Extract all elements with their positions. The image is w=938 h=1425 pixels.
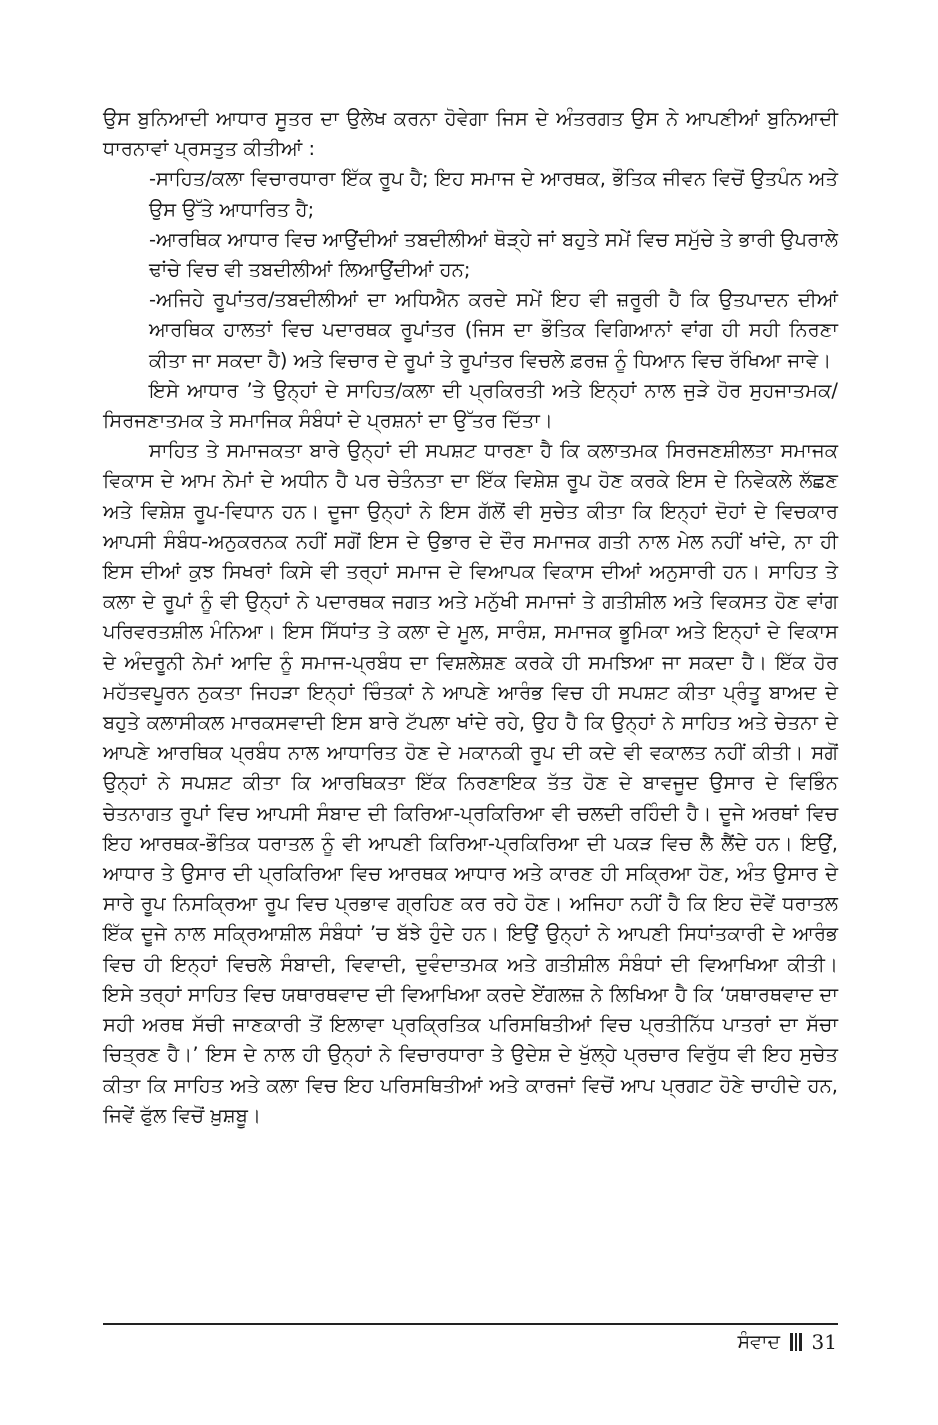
bullet-point-3: -ਅਜਿਹੇ ਰੂਪਾਂਤਰ/ਤਬਦੀਲੀਆਂ ਦਾ ਅਧਿਐਨ ਕਰਦੇ ਸਮੇਂ ਇਹ ਵੀ ਜ਼ਰੂਰੀ ਹੈ ਕਿ ਉਤਪਾਦਨ ਦੀਆਂ ਆਰਥਿਕ ਹਾਲਤਾਂ ਵਿਚ ਪਦਾਰਥਕ ਰੂਪਾਂਤਰ (ਜਿਸ ਦਾ ਭੌਤਿਕ ਵਿਗਿਆਨਾਂ ਵਾਂਗ ਹੀ ਸਹੀ ਨਿਰਣਾ ਕੀਤਾ ਜਾ ਸਕਦਾ ਹੈ) ਅਤੇ ਵਿਚਾਰ ਦੇ ਰੂਪਾਂ ਤੇ ਰੂਪਾਂਤਰ ਵਿਚਲੇ ਫ਼ਰਜ਼ ਨੂੰ ਧਿਆਨ ਵਿਚ ਰੱਖਿਆ ਜਾਵੇ। [149, 288, 838, 372]
paragraph-intro: ਉਸ ਬੁਨਿਆਦੀ ਆਧਾਰ ਸੂਤਰ ਦਾ ਉਲੇਖ ਕਰਨਾ ਹੋਵੇਗਾ ਜਿਸ ਦੇ ਅੰਤਰਗਤ ਉਸ ਨੇ ਆਪਣੀਆਂ ਬੁਨਿਆਦੀ ਧਾਰਨਾਵਾਂ ਪ੍ਰਸਤੁਤ ਕੀਤੀਆਂ : [103, 107, 838, 161]
page-body [103, 104, 838, 1131]
page-number: 31 [811, 1330, 837, 1354]
paragraph-basis: ਇਸੇ ਆਧਾਰ ’ਤੇ ਉਨ੍ਹਾਂ ਦੇ ਸਾਹਿਤ/ਕਲਾ ਦੀ ਪ੍ਰਕਿਰਤੀ ਅਤੇ ਇਨ੍ਹਾਂ ਨਾਲ ਜੁੜੇ ਹੋਰ ਸੁਹਜਾਤਮਕ/ਸਿਰਜਣਾਤਮਕ ਤੇ ਸਮਾਜਿਕ ਸੰਬੰਧਾਂ ਦੇ ਪ੍ਰਸ਼ਨਾਂ ਦਾ ਉੱਤਰ ਦਿੱਤਾ। [103, 378, 838, 433]
paragraph-main: ਸਾਹਿਤ ਤੇ ਸਮਾਜਕਤਾ ਬਾਰੇ ਉਨ੍ਹਾਂ ਦੀ ਸਪਸ਼ਟ ਧਾਰਣਾ ਹੈ ਕਿ ਕਲਾਤਮਕ ਸਿਰਜਣਸ਼ੀਲਤਾ ਸਮਾਜਕ ਵਿਕਾਸ ਦੇ ਆਮ ਨੇਮਾਂ ਦੇ ਅਧੀਨ ਹੈ ਪਰ ਚੇਤੰਨਤਾ ਦਾ ਇੱਕ ਵਿਸ਼ੇਸ਼ ਰੂਪ ਹੋਣ ਕਰਕੇ ਇਸ ਦੇ ਨਿਵੇਕਲੇ ਲੱਛਣ ਅਤੇ ਵਿਸ਼ੇਸ਼ ਰੂਪ-ਵਿਧਾਨ ਹਨ। ਦੂਜਾ ਉਨ੍ਹਾਂ ਨੇ ਇਸ ਗੱਲੋਂ ਵੀ ਸੁਚੇਤ ਕੀਤਾ ਕਿ ਇਨ੍ਹਾਂ ਦੋਹਾਂ ਦੇ ਵਿਚਕਾਰ ਆਪਸੀ ਸੰਬੰਧ-ਅਨੁਕਰਨਕ ਨਹੀਂ ਸਗੋਂ ਇਸ ਦੇ ਉਭਾਰ ਦੇ ਦੌਰ ਸਮਾਜਕ ਗਤੀ ਨਾਲ ਮੇਲ ਨਹੀਂ ਖਾਂਦੇ, ਨਾ ਹੀ ਇਸ ਦੀਆਂ ਕੁਝ ਸਿਖਰਾਂ ਕਿਸੇ ਵੀ ਤਰ੍ਹਾਂ ਸਮਾਜ ਦੇ ਵਿਆਪਕ ਵਿਕਾਸ ਦੀਆਂ ਅਨੁਸਾਰੀ ਹਨ। ਸਾਹਿਤ ਤੇ ਕਲਾ ਦੇ ਰੂਪਾਂ ਨੂੰ ਵੀ ਉਨ੍ਹਾਂ ਨੇ ਪਦਾਰਥਕ ਜਗਤ ਅਤੇ ਮਨੁੱਖੀ ਸਮਾਜਾਂ ਤੇ ਗਤੀਸ਼ੀਲ ਅਤੇ ਵਿਕਸਤ ਹੋਣ ਵਾਂਗ ਪਰਿਵਰਤਸ਼ੀਲ ਮੰਨਿਆ। ਇਸ ਸਿੱਧਾਂਤ ਤੇ ਕਲਾ ਦੇ ਮੂਲ, ਸਾਰੰਸ਼, ਸਮਾਜਕ ਭੂਮਿਕਾ ਅਤੇ ਇਨ੍ਹਾਂ ਦੇ ਵਿਕਾਸ ਦੇ ਅੰਦਰੂਨੀ ਨੇਮਾਂ ਆਦਿ ਨੂੰ ਸਮਾਜ-ਪ੍ਰਬੰਧ ਦਾ ਵਿਸ਼ਲੇਸ਼ਣ ਕਰਕੇ ਹੀ ਸਮਝਿਆ ਜਾ ਸਕਦਾ ਹੈ। ਇੱਕ ਹੋਰ ਮਹੱਤਵਪੂਰਨ ਨੁਕਤਾ ਜਿਹੜਾ ਇਨ੍ਹਾਂ ਚਿੰਤਕਾਂ ਨੇ ਆਪਣੇ ਆਰੰਭ ਵਿਚ ਹੀ ਸਪਸ਼ਟ ਕੀਤਾ ਪ੍ਰੰਤੂ ਬਾਅਦ ਦੇ ਬਹੁਤੇ ਕਲਾਸੀਕਲ ਮਾਰਕਸਵਾਦੀ ਇਸ ਬਾਰੇ ਟੱਪਲਾ ਖਾਂਦੇ ਰਹੇ, ਉਹ ਹੈ ਕਿ ਉਨ੍ਹਾਂ ਨੇ ਸਾਹਿਤ ਅਤੇ ਚੇਤਨਾ ਦੇ ਆਪਣੇ ਆਰਥਿਕ ਪ੍ਰਬੰਧ ਨਾਲ ਆਧਾਰਿਤ ਹੋਣ ਦੇ ਮਕਾਨਕੀ ਰੂਪ ਦੀ ਕਦੇ ਵੀ ਵਕਾਲਤ ਨਹੀਂ ਕੀਤੀ। ਸਗੋਂ ਉਨ੍ਹਾਂ ਨੇ ਸਪਸ਼ਟ ਕੀਤਾ ਕਿ ਆਰਥਿਕਤਾ ਇੱਕ ਨਿਰਣਾਇਕ ਤੱਤ ਹੋਣ ਦੇ ਬਾਵਜੂਦ ਉਸਾਰ ਦੇ ਵਿਭਿੰਨ ਚੇਤਨਾਗਤ ਰੂਪਾਂ ਵਿਚ ਆਪਸੀ ਸੰਬਾਦ ਦੀ ਕਿਰਿਆ-ਪ੍ਰਕਿਰਿਆ ਵੀ ਚਲਦੀ ਰਹਿੰਦੀ ਹੈ। ਦੂਜੇ ਅਰਥਾਂ ਵਿਚ ਇਹ ਆਰਥਕ-ਭੌਤਿਕ ਧਰਾਤਲ ਨੂੰ ਵੀ ਆਪਣੀ ਕਿਰਿਆ-ਪ੍ਰਕਿਰਿਆ ਦੀ ਪਕੜ ਵਿਚ ਲੈ ਲੈਂਦੇ ਹਨ। ਇਉਂ, ਆਧਾਰ ਤੇ ਉਸਾਰ ਦੀ ਪ੍ਰਕਿਰਿਆ ਵਿਚ ਆਰਥਕ ਆਧਾਰ ਅਤੇ ਕਾਰਣ ਹੀ ਸਕ੍ਰਿਆ ਹੋਣ, ਅੰਤ ਉਸਾਰ ਦੇ ਸਾਰੇ ਰੂਪ ਨਿਸਕ੍ਰਿਆ ਰੂਪ ਵਿਚ ਪ੍ਰਭਾਵ ਗ੍ਰਹਿਣ ਕਰ ਰਹੇ ਹੋਣ। ਅਜਿਹਾ ਨਹੀਂ ਹੈ ਕਿ ਇਹ ਦੋਵੇਂ ਧਰਾਤਲ ਇੱਕ ਦੂਜੇ ਨਾਲ ਸਕ੍ਰਿਆਸ਼ੀਲ ਸੰਬੰਧਾਂ ’ਚ ਬੱਝੇ ਹੁੰਦੇ ਹਨ। ਇਉਂ ਉਨ੍ਹਾਂ ਨੇ ਆਪਣੀ ਸਿਧਾਂਤਕਾਰੀ ਦੇ ਆਰੰਭ ਵਿਚ ਹੀ ਇਨ੍ਹਾਂ ਵਿਚਲੇ ਸੰਬਾਦੀ, ਵਿਵਾਦੀ, ਦੁਵੰਦਾਤਮਕ ਅਤੇ ਗਤੀਸ਼ੀਲ ਸੰਬੰਧਾਂ ਦੀ ਵਿਆਖਿਆ ਕੀਤੀ। ਇਸੇ ਤਰ੍ਹਾਂ ਸਾਹਿਤ ਵਿਚ ਯਥਾਰਥਵਾਦ ਦੀ ਵਿਆਖਿਆ ਕਰਦੇ ਏਂਗਲਜ਼ ਨੇ ਲਿਖਿਆ ਹੈ ਕਿ ‘ਯਥਾਰਥਵਾਦ ਦਾ ਸਹੀ ਅਰਥ ਸੱਚੀ ਜਾਣਕਾਰੀ ਤੋਂ ਇਲਾਵਾ ਪ੍ਰਕ੍ਰਿਤਿਕ ਪਰਿਸਥਿਤੀਆਂ ਵਿਚ ਪ੍ਰਤੀਨਿੱਧ ਪਾਤਰਾਂ ਦਾ ਸੱਚਾ ਚਿਤ੍ਰਣ ਹੈ।’ ਇਸ ਦੇ ਨਾਲ ਹੀ ਉਨ੍ਹਾਂ ਨੇ ਵਿਚਾਰਧਾਰਾ ਤੇ ਉਦੇਸ਼ ਦੇ ਖੁੱਲ੍ਹੇ ਪ੍ਰਚਾਰ ਵਿਰੁੱਧ ਵੀ ਇਹ ਸੁਚੇਤ ਕੀਤਾ ਕਿ ਸਾਹਿਤ ਅਤੇ ਕਲਾ ਵਿਚ ਇਹ ਪਰਿਸਥਿਤੀਆਂ ਅਤੇ ਕਾਰਜਾਂ ਵਿਚੋਂ ਆਪ ਪ੍ਰਗਟ ਹੋਣੇ ਚਾਹੀਦੇ ਹਨ, ਜਿਵੇਂ ਫੁੱਲ ਵਿਚੋਂ ਖ਼ੁਸ਼ਬੂ। [103, 439, 838, 1127]
page-footer [737, 1330, 837, 1354]
footer-divider [103, 1323, 838, 1325]
journal-name: ਸੰਵਾਦ [737, 1331, 781, 1353]
separator-bars-icon [790, 1333, 802, 1351]
bullet-point-1: -ਸਾਹਿਤ/ਕਲਾ ਵਿਚਾਰਧਾਰਾ ਇੱਕ ਰੂਪ ਹੈ; ਇਹ ਸਮਾਜ ਦੇ ਆਰਥਕ, ਭੌਤਿਕ ਜੀਵਨ ਵਿਚੋਂ ਉਤਪੰਨ ਅਤੇ ਉਸ ਉੱਤੇ ਆਧਾਰਿਤ ਹੈ; [149, 167, 838, 221]
bullet-point-2: -ਆਰਥਿਕ ਆਧਾਰ ਵਿਚ ਆਉਂਦੀਆਂ ਤਬਦੀਲੀਆਂ ਥੋੜ੍ਹੇ ਜਾਂ ਬਹੁਤੇ ਸਮੇਂ ਵਿਚ ਸਮੁੱਚੇ ਤੇ ਭਾਰੀ ਉਪਰਾਲੇ ਢਾਂਚੇ ਵਿਚ ਵੀ ਤਬਦੀਲੀਆਂ ਲਿਆਉਂਦੀਆਂ ਹਨ; [149, 227, 838, 282]
